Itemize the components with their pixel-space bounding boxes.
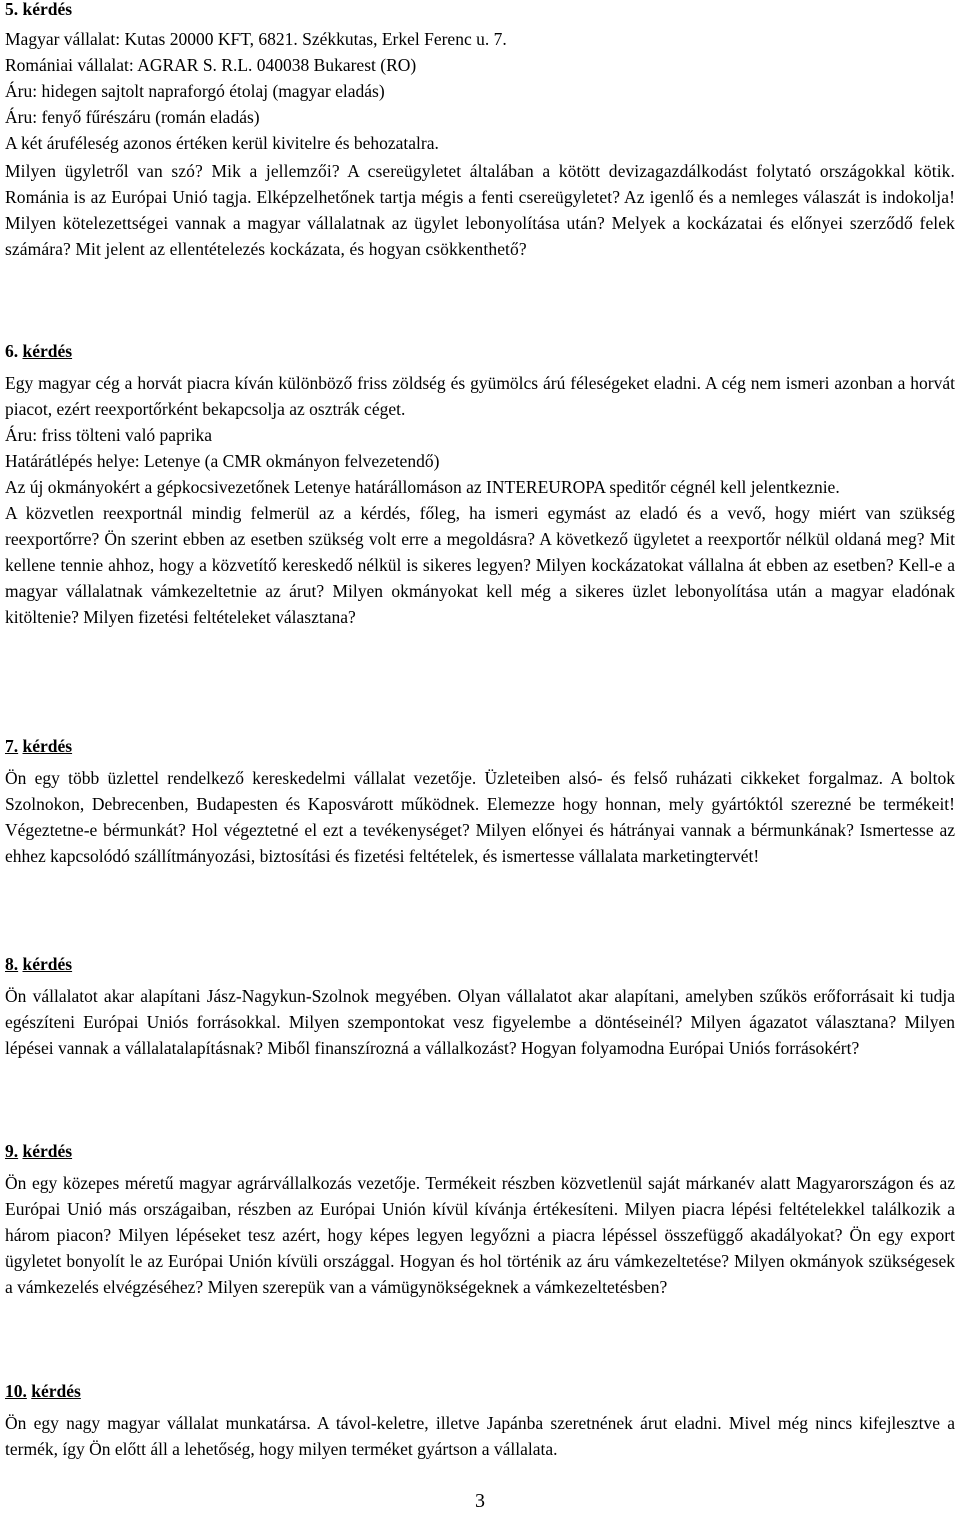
- heading-number: 7.: [5, 736, 19, 756]
- q5-questions: Milyen ügyletről van szó? Mik a jellemzői? A csereügyletet általában a kötött devizagazdálkodást folytató országokkal kötik. Románia is az Európai Unió tagja. Elképzelhetőnek tartja mégis a fenti csereügyletet? Az igenlő és a nemleges válaszát is indokolja! Milyen kötelezettségei vannak a magyar vállalatnak az ügylet lebonyolítása után? Melyek a kockázatai és előnyei szerződő felek számára? Mit jelent az ellentételezés kockázata, és hogyan csökkenthető?: [5, 161, 955, 259]
- q6-paragraph-2: Áru: friss tölteni való paprika: [5, 425, 213, 445]
- question-10: [5, 1378, 955, 1462]
- question-8-heading: [5, 951, 955, 977]
- heading-word: kérdés: [22, 0, 73, 19]
- question-8: [5, 951, 955, 1061]
- q5-sans-line: A két áruféleség azonos értéken kerül kivitelre és behozatalra.: [5, 133, 439, 153]
- heading-word: kérdés: [22, 341, 73, 361]
- q7-paragraph-1: Ön egy több üzlettel rendelkező kereskedelmi vállalat vezetője. Üzleteiben alsó- és felső ruházati cikkeket forgalmaz. A boltok Szolnokon, Debrecenben, Budapesten és Kaposvárott működnek. Elemezze hogy honnan, mely gyártóktól szerezné be termékeit! Végeztetne-e bérmunkát? Hol végeztetné el ezt a tevékenységet? Milyen előnyei és hátrányai vannak a bérmunkának? Ismertesse az ehhez kapcsolódó szállítmányozási, biztosítási és fizetési feltételek, és ismertesse vállalata marketingtervét!: [5, 768, 955, 866]
- question-6-heading: [5, 338, 955, 364]
- heading-number: 8.: [5, 954, 19, 974]
- question-7-heading: [5, 733, 955, 759]
- question-6: [5, 338, 955, 630]
- question-9: [5, 1138, 955, 1300]
- question-10-heading: [5, 1378, 955, 1404]
- question-5: [5, 0, 955, 262]
- q8-paragraph-1: Ön vállalatot akar alapítani Jász-Nagykun-Szolnok megyében. Olyan vállalatot akar alapítani, amelyben szűkös erőforrásait ki tudja egészíteni Európai Uniós forrásokkal. Milyen szempontokat vesz figyelembe a döntéseinél? Milyen ágazatot választana? Milyen lépései vannak a vállalatalapításnak? Miből finanszírozná a vállalkozást? Hogyan folyamodna Európai Uniós forrásokért?: [5, 986, 955, 1058]
- q6-paragraph-1: Egy magyar cég a horvát piacra kíván különböző friss zöldség és gyümölcs árú féleségeket eladni. A cég nem ismeri azonban a horvát piacot, ezért reexportőrként bekapcsolja az osztrák céget.: [5, 373, 955, 419]
- heading-number: 9.: [5, 1141, 19, 1161]
- question-7: [5, 733, 955, 869]
- q6-paragraph-3: Határátlépés helye: Letenye (a CMR okmányon felvezetendő): [5, 451, 440, 471]
- q6-paragraph-5: A közvetlen reexportnál mindig felmerül az a kérdés, főleg, ha ismeri egymást az eladó és a vevő, hogy miért van szükség reexportőrre? Ön szerint ebben az esetben szükség volt erre a megoldásra? A következő ügyletet a reexportőr nélkül oldaná meg? Mit kellene tennie ahhoz, hogy a közvetítő kereskedő nélkül is sikeres legyen? Milyen kockázatokat vállalna át ebben az esetben? Kell-e a magyar vállalatnak vámkezeltetnie az árut? Milyen okmányokat kell még a sikeres üzlet lebonyolítása után a magyar eladónak kitöltenie? Milyen fizetési feltételeket választana?: [5, 503, 955, 627]
- q9-paragraph-1: Ön egy közepes méretű magyar agrárvállalkozás vezetője. Termékeit részben közvetlenül saját márkanév alatt Magyarországon és az Európai Unió más országaiban, részben az Európai Unión kívül kívánja értékesíteni. Milyen piacra lépési feltételekkel találkozik a három piacon? Milyen lépéseket tesz azért, hogy képes legyen legyőzni a piacra lépéssel összefüggő akadályokat? Ön egy export ügyletet bonyolít le az Európai Unión kívüli országgal. Hogyan és hol történik az áru vámkezeltetése? Milyen okmányok szükségesek a vámkezelés elvégzéséhez? Milyen szerepük van a vámügynökségeknek a vámkezeltetésben?: [5, 1173, 955, 1297]
- heading-word: kérdés: [31, 1381, 81, 1401]
- q5-line-4: Áru: fenyő fűrészáru (román eladás): [5, 107, 260, 127]
- question-9-heading: [5, 1138, 955, 1164]
- heading-number: 6.: [5, 341, 19, 361]
- heading-word: kérdés: [22, 1141, 73, 1161]
- heading-number: 5.: [5, 0, 19, 19]
- q5-line-1: Magyar vállalat: Kutas 20000 KFT, 6821. Székkutas, Erkel Ferenc u. 7.: [5, 29, 507, 49]
- q5-line-2: Romániai vállalat: AGRAR S. R.L. 040038 Bukarest (RO): [5, 55, 417, 75]
- q5-line-3: Áru: hidegen sajtolt napraforgó étolaj (magyar eladás): [5, 81, 385, 101]
- heading-number: 10.: [5, 1381, 27, 1401]
- q10-paragraph-1: Ön egy nagy magyar vállalat munkatársa. A távol-keletre, illetve Japánba szeretnének árut eladni. Mivel még nincs kifejlesztve a termék, így Ön előtt áll a lehetőség, hogy milyen terméket gyártson a vállalata.: [5, 1413, 955, 1459]
- heading-word: kérdés: [22, 736, 73, 756]
- question-5-heading: [5, 0, 955, 22]
- page-number: 3: [475, 1490, 485, 1512]
- heading-word: kérdés: [22, 954, 73, 974]
- q6-paragraph-4: Az új okmányokért a gépkocsivezetőnek Letenye határállomáson az INTEREUROPA speditőr cégnél kell jelentkeznie.: [5, 477, 840, 497]
